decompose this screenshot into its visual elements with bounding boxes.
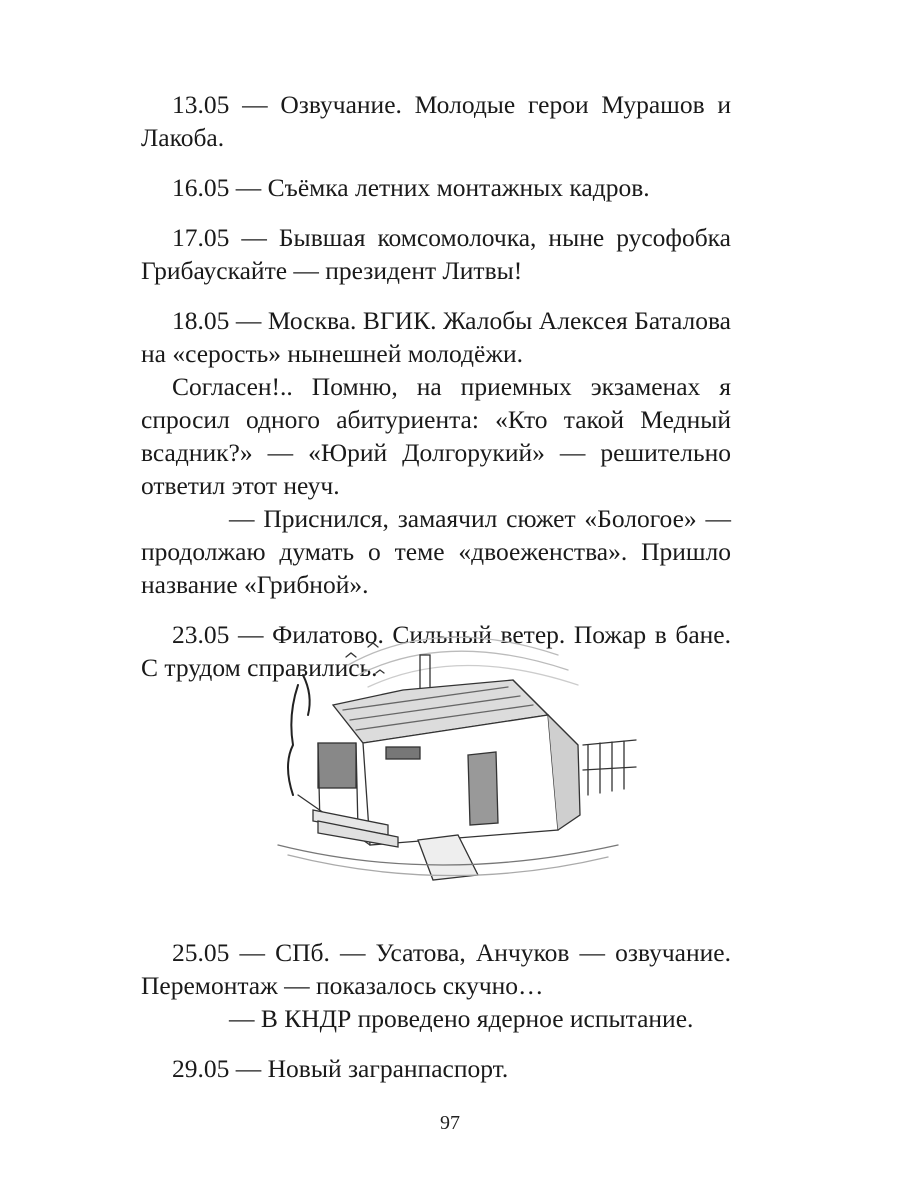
entry-paragraph: — Приснился, замаячил сюжет «Бологое» — продолжаю думать о теме «двоеженства». Пришло название «Грибной». [141,504,731,599]
entry-paragraph: Согласен!.. Помню, на приемных экзаменах я спросил одного абитуриента: «Кто такой Медный всадник?» — «Юрий Долгорукий» — решительно ответил этот неуч. [141,372,731,500]
entry-paragraph: 17.05 — Бывшая комсомолочка, ныне русофобка Грибаускайте — президент Литвы! [141,223,731,285]
entry-paragraph: 13.05 — Озвучание. Молодые герои Мурашов и Лакоба. [141,90,731,152]
entry-paragraph: — В КНДР проведено ядерное испытание. [229,1004,694,1033]
diary-entry-18-05 [141,304,731,601]
bathhouse-sketch [258,595,638,895]
bathhouse-illustration [258,595,638,895]
diary-entry-29-05 [141,1052,731,1085]
diary-entry-16-05 [141,171,731,204]
entry-paragraph: 18.05 — Москва. ВГИК. Жалобы Алексея Баталова на «серость» нынешней молодёжи. [141,306,731,368]
diary-entry-13-05 [141,88,731,154]
entry-paragraph: 23.05 — Филатово. Сильный ветер. Пожар в бане. С трудом справились. [141,620,731,682]
entry-paragraph: 29.05 — Новый загранпаспорт. [172,1054,509,1083]
entry-paragraph: 25.05 — СПб. — Усатова, Анчуков — озвучание. Перемонтаж — показалось скучно… [141,938,731,1000]
entry-paragraph: 16.05 — Съёмка летних монтажных кадров. [172,173,650,202]
page-number: 97 [440,1112,460,1134]
diary-text-bottom [141,936,731,1102]
diary-entry-17-05 [141,221,731,287]
diary-entry-25-05 [141,936,731,1035]
